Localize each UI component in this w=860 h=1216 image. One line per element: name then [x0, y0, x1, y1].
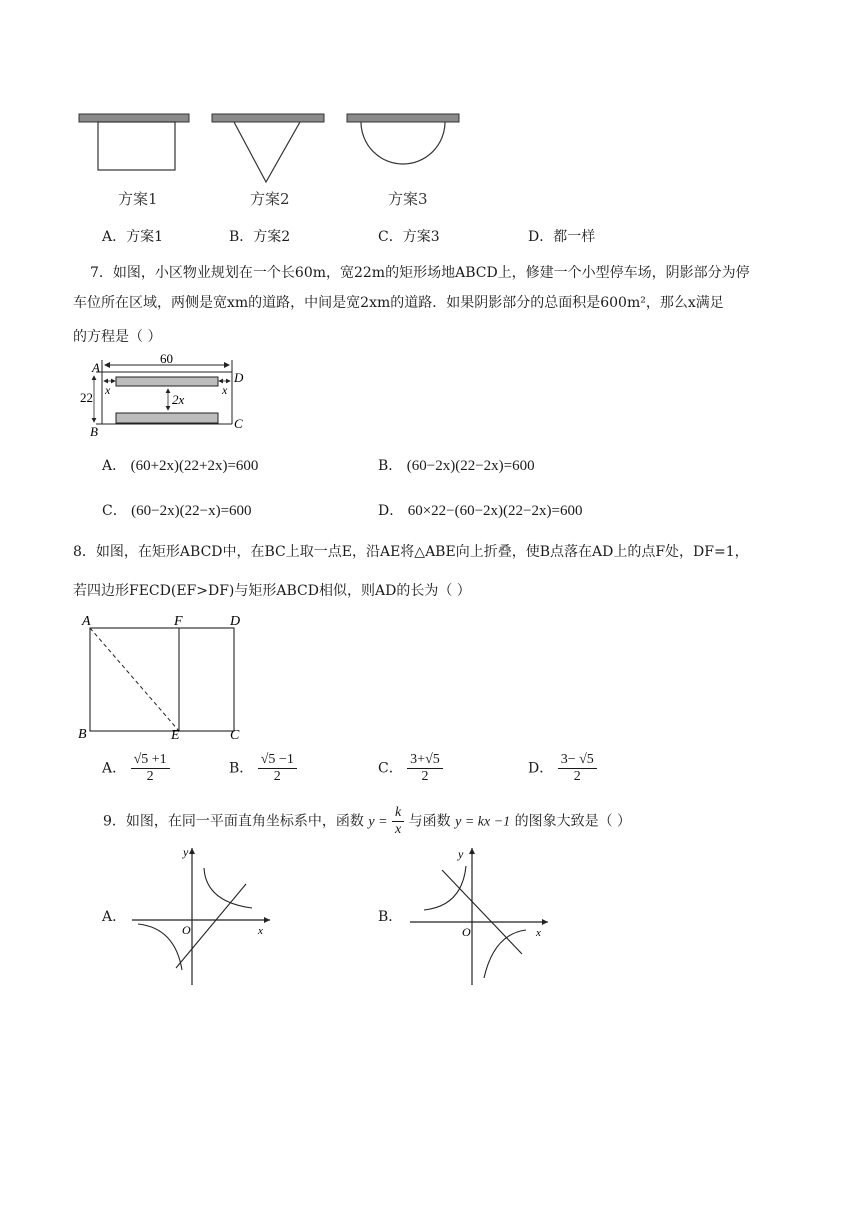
q7-stem-line1: 7．如图，小区物业规划在一个长60m，宽22m的矩形场地ABCD上，修建一个小型停车场，阴影部分为停 [90, 265, 750, 281]
q9a-y-label: y [183, 845, 189, 859]
q7-label-60: 60 [160, 352, 173, 366]
q8-vertex-a: A [82, 614, 91, 629]
q8-rectangle-figure [76, 610, 256, 744]
q6-schemes-figure [74, 108, 474, 188]
q8-stem-line1: 8．如图，在矩形ABCD中，在BC上取一点E，沿AE将△ABE向上折叠，使B点落在AD上的点F处，DF=1， [73, 544, 749, 560]
q7-option-b[interactable]: B． (60−2x)(22−2x)=600 [378, 458, 535, 474]
q8-option-a[interactable]: A． $\frac{√5 +1}{2}$ [102, 752, 170, 785]
q6-option-d[interactable]: D．都一样 [528, 229, 596, 245]
q7-option-a[interactable]: A． (60+2x)(22+2x)=600 [102, 458, 259, 474]
scheme3-caption: 方案3 [388, 190, 428, 208]
scheme1-shape [79, 114, 189, 170]
q9a-origin-label: O [182, 923, 191, 937]
scheme2-shape [212, 114, 324, 182]
q7-vertex-b: B [90, 424, 98, 438]
scheme3-shape [347, 114, 459, 164]
q8-option-d-fraction: $\frac{3- √5}{2}$ [558, 752, 597, 785]
q8-option-a-fraction: $\frac{√5 +1}{2}$ [131, 752, 170, 785]
q9-graph-b [408, 840, 558, 990]
q8-vertex-e: E [171, 728, 180, 743]
q9b-x-label: x [536, 927, 541, 939]
q7-vertex-c: C [234, 416, 243, 431]
q8-option-c-fraction: $\frac{3+√5}{2}$ [407, 752, 443, 785]
q6-option-b[interactable]: B．方案2 [229, 229, 291, 245]
q7-label-x-left: x [105, 383, 111, 397]
q9-option-a-label[interactable]: A． [102, 909, 127, 925]
q7-label-2x: 2x [172, 392, 185, 407]
q8-vertex-d: D [230, 614, 241, 629]
q6-option-a[interactable]: A．方案1 [102, 229, 164, 245]
scheme2-caption: 方案2 [250, 190, 290, 208]
q9b-origin-label: O [462, 925, 471, 939]
q9b-y-label: y [458, 847, 464, 861]
q7-vertex-a: A [92, 360, 100, 375]
q7-label-x-right: x [222, 383, 228, 397]
q8-stem-line2: 若四边形FECD(EF>DF)与矩形ABCD相似，则AD的长为（ ） [73, 583, 471, 599]
q8-vertex-b: B [78, 727, 87, 742]
q8-option-b-fraction: $\frac{√5 -1}{2}$ [258, 752, 297, 785]
q6-option-c[interactable]: C．方案3 [378, 229, 440, 245]
q7-stem-line2: 车位所在区域，两侧是宽xm的道路，中间是宽2xm的道路．如果阴影部分的总面积是600m²，那么x满足 [73, 295, 724, 311]
q7-option-d[interactable]: D． 60×22−(60−2x)(22−2x)=600 [378, 503, 583, 519]
q8-option-b[interactable]: B． $\frac{√5 -1}{2}$ [229, 752, 297, 785]
q7-option-c[interactable]: C． (60−2x)(22−x)=600 [102, 503, 252, 519]
q8-option-c[interactable]: C． $\frac{3+√5}{2}$ [378, 752, 443, 785]
q9-option-b-label[interactable]: B． [378, 909, 403, 925]
q9-func1-fraction: $\frac{k}{x}$ [392, 805, 404, 838]
q9-stem: 9．如图，在同一平面直角坐标系中，函数 y = $\frac{k}{x}$ 与函数 y = kx −1 的图象大致是（ ） [103, 805, 632, 837]
q8-option-d[interactable]: D． $\frac{3- √5}{2}$ [528, 752, 597, 785]
q9a-x-label: x [258, 925, 263, 937]
q7-stem-line3: 的方程是（ ） [73, 329, 162, 345]
q8-vertex-c: C [230, 728, 240, 743]
q9-graph-a [130, 840, 280, 990]
q7-vertex-d: D [234, 370, 244, 385]
q7-parking-figure [80, 352, 250, 438]
q8-vertex-f: F [174, 614, 183, 629]
q7-label-22: 22 [80, 390, 93, 405]
scheme1-caption: 方案1 [118, 190, 158, 208]
